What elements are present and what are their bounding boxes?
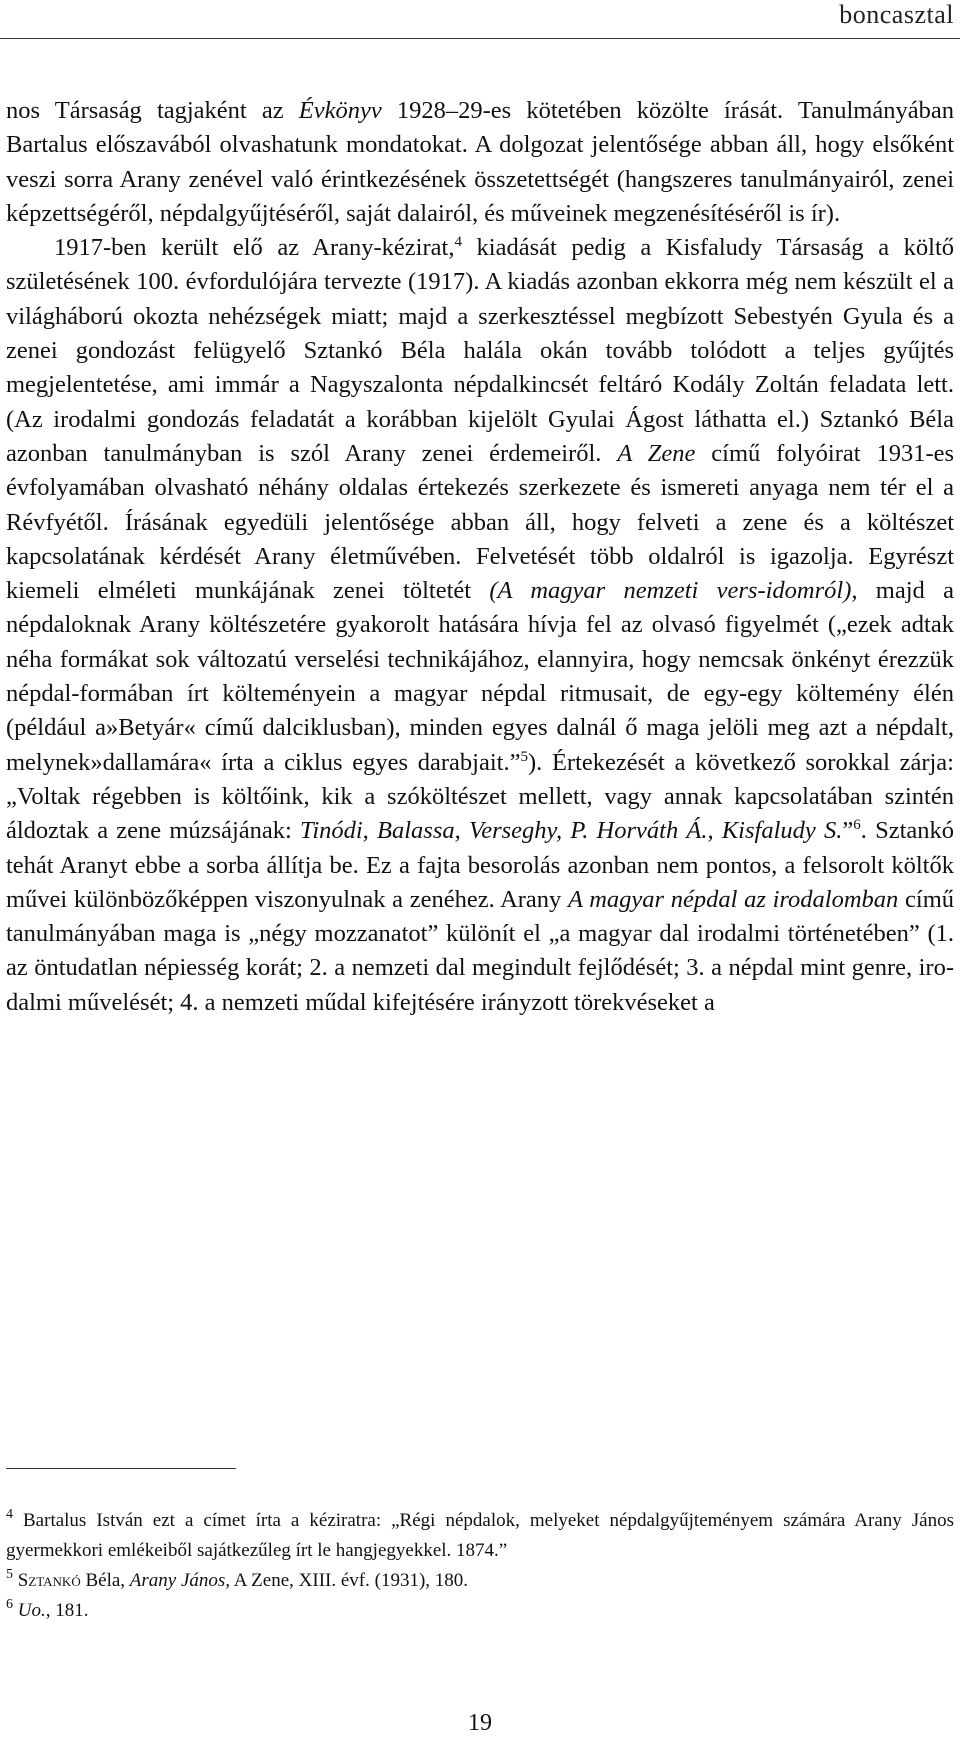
p2-text-2: kiadását pedig a Kisfaludy Társaság a költő születésének 100. évfordulójára tervezte (1917). A kiadás azonban ekkorra még nem készült el a világháború okozta nehézségek miatt; majd a szerkesztéssel megbízott Sebestyén Gyula és a zenei gondozást felügyelő Sztankó Béla halála okán tovább tolódott a teljes gyűjtés megjelentetése, ami immár a Nagyszalonta népdalkincsét feltáró Kodály Zoltán feladata lett. (Az irodalmi gondozás feladatát a korábban kijelölt Gyulai Ágost láthatta el.) Sztankó Béla azonban tanulmányban is szól Arany zenei érdemeiről. (6, 234, 955, 467)
running-header (0, 0, 960, 40)
header-rule (0, 38, 960, 39)
footnote-5-title: Arany János, (129, 1570, 231, 1591)
p1-italic-evkonyv: Évkönyv (298, 97, 382, 124)
footnote-6-number: 6 (6, 1597, 13, 1612)
footnote-5-text-1: Béla, (80, 1570, 130, 1591)
header-title: boncasztal (839, 0, 954, 29)
footnote-ref-4: 4 (454, 234, 462, 251)
footnote-5-author: Sztankó (17, 1570, 81, 1591)
paragraph-1 (6, 94, 954, 231)
footnote-5-text-2: A Zene, XIII. évf. (1931), 180. (230, 1570, 469, 1591)
main-text (6, 94, 954, 1020)
footnote-6-text: , 181. (45, 1600, 89, 1621)
p2-text-3: című folyóirat 1931-es évfolyamában olvasható néhány oldalas értekezés szerkezete és ismereti anyaga nem tér el a Révfyétől. Írásának egyedüli jelentősége abban áll, hogy felveti a zene és a költészet kapcsolatának kérdését Arany életművében. Felvetését több oldalról is igazolja. Egyrészt kiemeli elméleti munkájának zenei töltetét (6, 439, 955, 605)
footnote-4-text: Bartalus István ezt a címet írta a kéziratra: „Régi népdalok, melyeket népdalgyűjteményem számára Arany János gyermekkori emlékeiből sajátkezűleg írt le hangjegyekkel. 1874.” (6, 1510, 954, 1561)
footnote-rule (6, 1468, 236, 1469)
p2-italic-vers-idom: (A magyar nemzeti vers-idomról), (489, 577, 858, 605)
footnote-4 (6, 1506, 954, 1566)
footnote-5-number: 5 (6, 1567, 13, 1582)
footnote-6 (6, 1596, 954, 1626)
footnote-ref-6: 6 (853, 817, 861, 834)
p2-text-5: ). Értekezését a következő sorokkal zárja: „Voltak régebben is költőink, kik a szóköltészet mellett, vagy annak kapcsolatában szintén áldoztak a zene múzsájának: (6, 748, 954, 845)
p2-text-8: című tanulmányában maga is „négy mozzanatot” különít el „a magyar dal irodalmi történetében” (1. az öntudatlan népiesség korát; 2. a nemzeti dal megindult fejlődését; 3. a népdal mint genre, irodalmi művelését; 4. a nemzeti műdal kifejtésére irányzott törekvéseket a (6, 885, 954, 1016)
p2-italic-a-zene: A Zene (617, 439, 696, 467)
footnotes (6, 1506, 954, 1626)
p1-text-2: 1928–29-es kötetében közölte írását. Tanulmányában Bartalus előszavából olvashatunk mondatokat. A dolgozat jelentősége abban áll, hogy elsőként veszi sorra Arany zenével való érintkezésének összetettségét (hangszeres tanulmányairól, zenei képzettségéről, népdalgyűjtéséről, saját dalairól, és műveinek megzenésítéséről is ír). (6, 97, 954, 227)
p1-text-1: nos Társaság tagjaként az (6, 97, 299, 124)
p2-text-4: majd a népdaloknak Arany költészetére gyakorolt hatására hívja fel az olvasó figyelmét („ezek adtak néha formákat sok változatú verselési technikájához, elannyira, hogy nemcsak önkényt érezzük népdal-formában írt költeményein a magyar népdal ritmusait, de egy-egy költemény élén (például a»Betyár« című dalciklusban), minden egyes dalnál ő maga jelöli meg azt a népdalt, melynek»dallamára« írta a ciklus egyes darabjait.” (6, 577, 954, 776)
p2-text-1: 1917-ben került elő az Arany-kézirat, (54, 234, 455, 262)
footnote-5 (6, 1566, 954, 1596)
p2-italic-nepdal: A magyar népdal az irodalomban (568, 885, 899, 913)
footnote-6-ref: Uo. (17, 1600, 46, 1621)
footnote-ref-5: 5 (520, 748, 528, 765)
p2-text-7: . Sztankó tehát Aranyt ebbe a sorba állítja be. Ez a fajta besorolás azonban nem pontos, a felsorolt költők művei különbözőképpen viszonyulnak a zenéhez. Arany (6, 817, 955, 913)
p2-text-6: ” (842, 817, 854, 845)
page-number: 19 (468, 1710, 492, 1736)
p2-italic-poets: Tinódi, Balassa, Verseghy, P. Horváth Á., Kisfaludy S. (300, 817, 843, 845)
paragraph-2 (6, 231, 954, 1020)
footnote-4-number: 4 (6, 1507, 13, 1522)
